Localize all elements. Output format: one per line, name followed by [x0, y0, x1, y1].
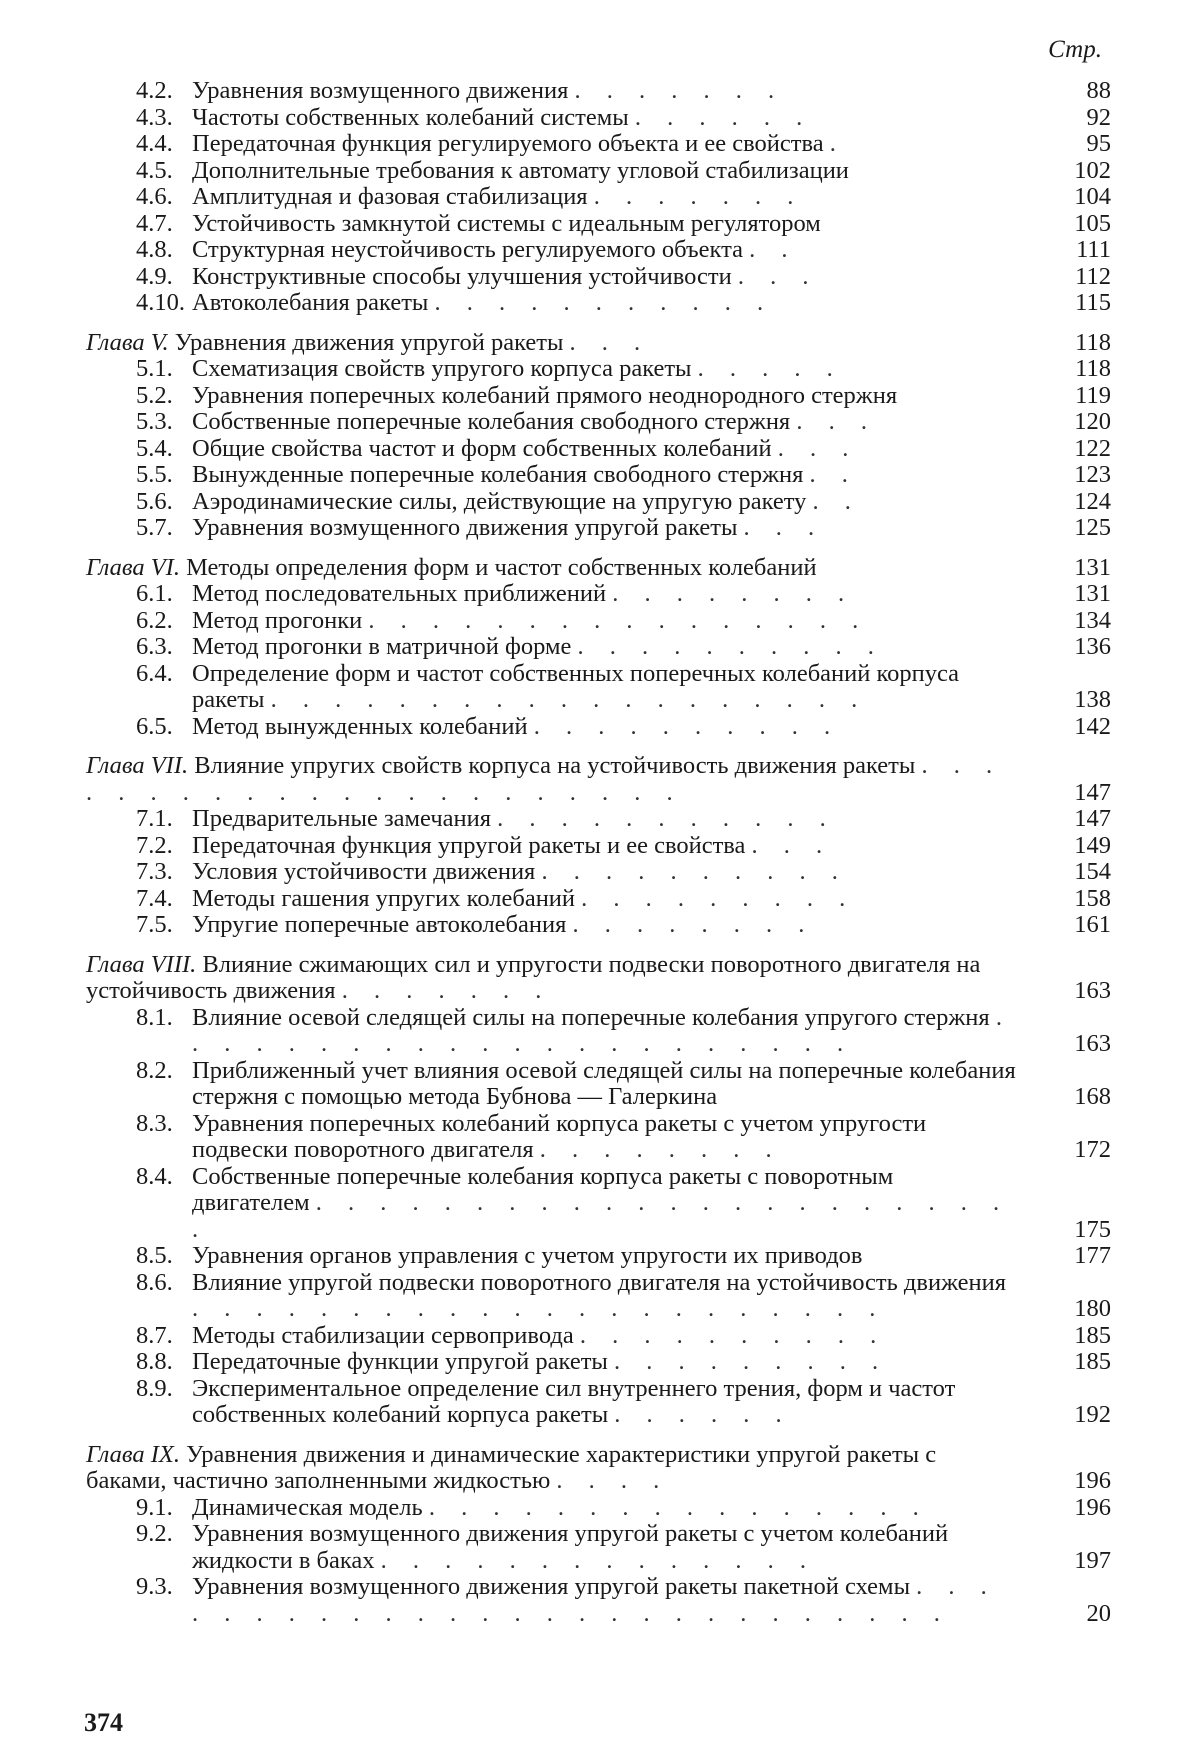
- entry-title: Методы стабилизации сервопривода: [192, 1321, 574, 1349]
- chapter-row: [86, 330, 1111, 357]
- entry-title-block: [192, 158, 1111, 185]
- entry-number: 9.2.: [136, 1520, 173, 1547]
- toc-entry: [86, 211, 1111, 238]
- entry-title: Передаточные функции упругой ракеты: [192, 1348, 608, 1375]
- dot-leader: . . . . . . . . . . . . . . . .: [428, 1493, 929, 1521]
- entry-number: 8.9.: [136, 1374, 173, 1402]
- entry-title: Уравнения органов управления с учетом упругости их приводов: [192, 1242, 863, 1269]
- dot-leader: . . . . . . .: [593, 183, 804, 210]
- page-ref: 149: [1074, 831, 1111, 859]
- page-ref: 134: [1074, 606, 1111, 634]
- page-ref: 136: [1074, 633, 1111, 660]
- entry-title-block: [192, 489, 1111, 516]
- entry-title-block: [192, 356, 1111, 383]
- entry-title-block: [192, 661, 1111, 714]
- dot-leader: . . . .: [556, 1467, 670, 1494]
- entry-title: Передаточная функция регулируемого объекта и ее свойства: [192, 130, 824, 157]
- toc-entry: [86, 290, 1111, 317]
- dot-leader: . . . . . . . . . . . . . .: [380, 1546, 817, 1574]
- page-ref: 147: [1074, 805, 1111, 832]
- toc-entry: [86, 1323, 1111, 1350]
- page-ref: 118: [1075, 328, 1111, 356]
- entry-title-block: [192, 1005, 1111, 1058]
- page-ref: 197: [1074, 1546, 1111, 1574]
- entry-title: Методы гашения упругих колебаний: [192, 884, 576, 912]
- entry-title: Общие свойства частот и форм собственных колебаний: [192, 434, 772, 462]
- dot-leader: . . .: [751, 831, 833, 859]
- chapter-label: Глава IX.: [86, 1440, 180, 1468]
- dot-leader: . . . . . . . . . . . . . . . . . . .: [270, 686, 868, 713]
- entry-number: 8.7.: [136, 1321, 173, 1349]
- dot-leader: . . . . . . . . . . .: [497, 805, 836, 832]
- dot-leader: . . .: [569, 328, 651, 356]
- entry-title: Влияние сжимающих сил и упругости подвески поворотного двигателя на устойчивость движения: [86, 950, 981, 1004]
- toc-entry: [86, 714, 1111, 741]
- toc-entry: [86, 1521, 1111, 1574]
- page-ref: 118: [1075, 355, 1111, 382]
- entry-number: 5.6.: [136, 487, 173, 515]
- entry-number: 4.4.: [136, 130, 173, 157]
- entry-title-block: [192, 290, 1111, 317]
- entry-title: Собственные поперечные колебания корпуса ракеты с поворотным двигателем: [192, 1162, 894, 1216]
- entry-title: Методы определения форм и частот собственных колебаний: [186, 553, 817, 581]
- entry-number: 6.5.: [136, 712, 173, 740]
- entry-number: 6.1.: [136, 580, 173, 607]
- dot-leader: . . . . . . . . . . . . . . . . . . . . . . . . . . .: [192, 1573, 997, 1627]
- entry-number: 5.5.: [136, 461, 173, 488]
- toc-entry: [86, 383, 1111, 410]
- entry-title: Уравнения возмущенного движения упругой ракеты пакетной схемы: [192, 1573, 911, 1600]
- page-ref: 154: [1074, 858, 1111, 885]
- page-ref: 88: [1086, 77, 1111, 104]
- entry-number: 6.3.: [136, 633, 173, 660]
- toc-entry: [86, 886, 1111, 913]
- page-number: 374: [84, 1708, 123, 1737]
- entry-number: 7.2.: [136, 831, 173, 859]
- entry-title: Частоты собственных колебаний системы: [192, 103, 629, 131]
- entry-number: 8.4.: [136, 1162, 173, 1190]
- dot-leader: . . . . . .: [634, 103, 813, 131]
- entry-number: 5.7.: [136, 514, 173, 541]
- entry-number: 7.4.: [136, 884, 173, 912]
- dot-leader: . . .: [743, 514, 825, 541]
- toc-entry: [86, 1574, 1111, 1627]
- page-ref: 20: [1086, 1599, 1111, 1627]
- page-column-header: Стр.: [1048, 36, 1102, 63]
- entry-title: Метод прогонки в матричной форме: [192, 633, 572, 660]
- dot-leader: . .: [812, 487, 861, 515]
- page-ref: 112: [1075, 262, 1111, 290]
- toc-entry: [86, 264, 1111, 291]
- entry-title: Уравнения возмущенного движения упругой ракеты: [192, 514, 738, 541]
- entry-number: 8.2.: [136, 1056, 173, 1084]
- entry-title-block: [192, 634, 1111, 661]
- page-ref: 158: [1074, 884, 1111, 912]
- entry-number: 4.10.: [136, 289, 185, 316]
- dot-leader: . . . . . . . . . . . . . . . . . . . . . .: [192, 1295, 886, 1322]
- page-ref: 119: [1075, 381, 1111, 409]
- dot-leader: . . . . . . . .: [612, 580, 855, 607]
- page-ref: 92: [1086, 103, 1111, 131]
- entry-number: 4.9.: [136, 262, 173, 290]
- page-ref: 177: [1074, 1242, 1111, 1269]
- dot-leader: . . . . . .: [614, 1401, 792, 1428]
- page-ref: 192: [1074, 1401, 1111, 1428]
- entry-title-block: [192, 833, 1111, 860]
- chapter-label: Глава V.: [86, 328, 169, 356]
- page-ref: 120: [1074, 408, 1111, 435]
- toc-entry: [86, 184, 1111, 211]
- entry-title: Уравнения возмущенного движения упругой ракеты с учетом колебаний жидкости в баках: [192, 1520, 949, 1574]
- entry-title-block: [192, 105, 1111, 132]
- entry-number: 7.3.: [136, 858, 173, 885]
- entry-title: Экспериментальное определение сил внутреннего трения, форм и частот собственных колебаний корпуса ракеты: [192, 1374, 956, 1428]
- dot-leader: . . .: [777, 434, 859, 462]
- toc-entry: [86, 1111, 1111, 1164]
- toc-entry: [86, 237, 1111, 264]
- page-ref: 163: [1074, 977, 1111, 1004]
- entry-title-block: [192, 211, 1111, 238]
- entry-title-block: [192, 1574, 1111, 1627]
- page-ref: 131: [1074, 553, 1111, 581]
- entry-title: Конструктивные способы улучшения устойчивости: [192, 262, 732, 290]
- toc-entry: [86, 1270, 1111, 1323]
- chapter-row: [86, 555, 1111, 582]
- page-ref: 185: [1074, 1321, 1111, 1349]
- page-ref: 163: [1074, 1030, 1111, 1057]
- entry-number: 4.2.: [136, 77, 173, 104]
- entry-number: 7.1.: [136, 805, 173, 832]
- entry-number: 4.6.: [136, 183, 173, 210]
- entry-title: Уравнения движения и динамические характеристики упругой ракеты с баками, частично заполненными жидкостью: [86, 1440, 937, 1494]
- entry-number: 5.4.: [136, 434, 173, 462]
- entry-number: 5.3.: [136, 408, 173, 435]
- entry-number: 8.8.: [136, 1348, 173, 1375]
- toc-entry: [86, 1164, 1111, 1244]
- entry-number: 8.6.: [136, 1268, 173, 1296]
- page-ref: 175: [1074, 1215, 1111, 1243]
- page-ref: 131: [1074, 580, 1111, 607]
- entry-number: 9.3.: [136, 1573, 173, 1600]
- page-ref: 161: [1074, 911, 1111, 938]
- entry-title-block: [86, 952, 1111, 1005]
- entry-title-block: [192, 886, 1111, 913]
- toc-entry: [86, 158, 1111, 185]
- entry-number: 8.3.: [136, 1109, 173, 1137]
- dot-leader: . . . . . . .: [341, 977, 552, 1004]
- entry-number: 7.5.: [136, 911, 173, 938]
- entry-title-block: [192, 1270, 1111, 1323]
- dot-leader: . . . . . . . . . . . . . . . . . . . . . .: [192, 1003, 1012, 1057]
- page-ref: 123: [1074, 461, 1111, 488]
- toc-entry: [86, 409, 1111, 436]
- page-ref: 102: [1074, 156, 1111, 184]
- entry-title-block: [192, 409, 1111, 436]
- entry-title-block: [192, 714, 1111, 741]
- toc-entry: [86, 608, 1111, 635]
- chapter-label: Глава VIII.: [86, 950, 197, 978]
- entry-title: Уравнения возмущенного движения: [192, 77, 569, 104]
- entry-title: Влияние упругих свойств корпуса на устойчивость движения ракеты: [194, 752, 916, 779]
- entry-title: Вынужденные поперечные колебания свободного стержня: [192, 461, 804, 488]
- dot-leader: . . . . . . . . . .: [541, 858, 848, 885]
- toc-entry: [86, 912, 1111, 939]
- entry-title: Динамическая модель: [192, 1493, 423, 1521]
- dot-leader: . . . . . . . . . . . . . . . .: [368, 606, 869, 634]
- page-ref: 180: [1074, 1295, 1111, 1322]
- toc-entry: [86, 661, 1111, 714]
- page-ref: 196: [1074, 1467, 1111, 1494]
- entry-title-block: [192, 1495, 1111, 1522]
- dot-leader: .: [829, 130, 846, 157]
- entry-title: Уравнения поперечных колебаний корпуса ракеты с учетом упругости подвески поворотного двигателя: [192, 1109, 927, 1163]
- page-ref: 124: [1074, 487, 1111, 515]
- chapter-row: [86, 1442, 1111, 1495]
- page-ref: 95: [1086, 130, 1111, 157]
- entry-title-block: [192, 184, 1111, 211]
- entry-title: Метод последовательных приближений: [192, 580, 607, 607]
- toc-entry: [86, 436, 1111, 463]
- dot-leader: . . . . . . . . . .: [533, 712, 841, 740]
- dot-leader: . . . . . . . . . . . . . . . . . . . . . .: [86, 752, 1003, 806]
- entry-title-block: [192, 1521, 1111, 1574]
- entry-title-block: [192, 515, 1111, 542]
- page-ref: 125: [1074, 514, 1111, 541]
- toc-entry: [86, 1058, 1111, 1111]
- entry-title-block: [192, 383, 1111, 410]
- page-ref: 105: [1074, 209, 1111, 237]
- entry-number: 5.2.: [136, 381, 173, 409]
- toc-entry: [86, 833, 1111, 860]
- toc-entry: [86, 1005, 1111, 1058]
- entry-title-block: [192, 581, 1111, 608]
- entry-number: 6.2.: [136, 606, 173, 634]
- toc-entry: [86, 859, 1111, 886]
- entry-title: Структурная неустойчивость регулируемого объекта: [192, 236, 743, 263]
- entry-title-block: [192, 806, 1111, 833]
- entry-title-block: [192, 237, 1111, 264]
- dot-leader: . . . . . . . .: [572, 911, 815, 938]
- entry-title: Амплитудная и фазовая стабилизация: [192, 183, 588, 210]
- entry-title-block: [192, 78, 1111, 105]
- toc-entry: [86, 105, 1111, 132]
- toc-entry: [86, 1495, 1111, 1522]
- entry-title: Метод вынужденных колебаний: [192, 712, 528, 740]
- dot-leader: . . . . . . . . . .: [579, 1321, 887, 1349]
- entry-title: Предварительные замечания: [192, 805, 492, 832]
- toc-entry: [86, 78, 1111, 105]
- entry-title-block: [192, 608, 1111, 635]
- dot-leader: . . . . . . . . .: [581, 884, 856, 912]
- entry-title-block: [192, 264, 1111, 291]
- table-of-contents: [86, 78, 1111, 1627]
- toc-entry: [86, 515, 1111, 542]
- dot-leader: . . . . . . . .: [539, 1136, 782, 1163]
- entry-title-block: [192, 1058, 1111, 1111]
- page-ref: 122: [1074, 434, 1111, 462]
- entry-title: Аэродинамические силы, действующие на упругую ракету: [192, 487, 807, 515]
- entry-number: 9.1.: [136, 1493, 173, 1521]
- entry-title: Упругие поперечные автоколебания: [192, 911, 567, 938]
- dot-leader: . . . . . . .: [574, 77, 785, 104]
- entry-title-block: [192, 1164, 1111, 1244]
- entry-title: Условия устойчивости движения: [192, 858, 536, 885]
- chapter-row: [86, 753, 1111, 806]
- entry-title-block: [192, 1323, 1111, 1350]
- chapter-label: Глава VI.: [86, 553, 180, 581]
- entry-title: Автоколебания ракеты: [192, 289, 429, 316]
- dot-leader: . . . . .: [697, 355, 843, 382]
- entry-title: Метод прогонки: [192, 606, 363, 634]
- entry-title-block: [192, 1111, 1111, 1164]
- page-ref: 147: [1074, 778, 1111, 806]
- dot-leader: . . . . . . . . . . .: [434, 289, 774, 316]
- entry-title: Схематизация свойств упругого корпуса ракеты: [192, 355, 692, 382]
- page-ref: 172: [1074, 1136, 1111, 1163]
- entry-title-block: [192, 1243, 1111, 1270]
- entry-title-block: [86, 753, 1111, 806]
- dot-leader: . . .: [737, 262, 819, 290]
- entry-title: Влияние упругой подвески поворотного двигателя на устойчивость движения: [192, 1268, 1007, 1296]
- toc-entry: [86, 489, 1111, 516]
- toc-entry: [86, 1243, 1111, 1270]
- entry-title-block: [192, 1349, 1111, 1376]
- toc-entry: [86, 634, 1111, 661]
- page-ref: 111: [1076, 236, 1111, 263]
- entry-title-block: [192, 436, 1111, 463]
- page-ref: 142: [1074, 712, 1111, 740]
- dot-leader: . . . . . . . . . .: [577, 633, 884, 660]
- entry-title: Уравнения поперечных колебаний прямого неоднородного стержня: [192, 381, 898, 409]
- toc-entry: [86, 462, 1111, 489]
- page-ref: 115: [1075, 289, 1111, 316]
- entry-title: Дополнительные требования к автомату угловой стабилизации: [192, 156, 849, 184]
- entry-title: Устойчивость замкнутой системы с идеальным регулятором: [192, 209, 821, 237]
- entry-number: 4.8.: [136, 236, 173, 263]
- dot-leader: . . . . . . . . . . . . . . . . . . . . . . .: [192, 1189, 1010, 1243]
- page-ref: 104: [1074, 183, 1111, 210]
- entry-title: Передаточная функция упругой ракеты и ее свойства: [192, 831, 746, 859]
- entry-number: 5.1.: [136, 355, 173, 382]
- dot-leader: . . . . . . . . .: [614, 1348, 889, 1375]
- entry-title-block: [86, 555, 1111, 582]
- chapter-label: Глава VII.: [86, 752, 189, 779]
- entry-number: 8.5.: [136, 1242, 173, 1269]
- dot-leader: . .: [749, 236, 798, 263]
- entry-title-block: [192, 131, 1111, 158]
- toc-entry: [86, 1376, 1111, 1429]
- entry-title-block: [86, 330, 1111, 357]
- entry-title-block: [192, 462, 1111, 489]
- toc-entry: [86, 1349, 1111, 1376]
- toc-entry: [86, 806, 1111, 833]
- toc-entry: [86, 356, 1111, 383]
- entry-title-block: [192, 859, 1111, 886]
- entry-number: 6.4.: [136, 659, 173, 687]
- page-ref: 196: [1074, 1493, 1111, 1521]
- toc-entry: [86, 131, 1111, 158]
- dot-leader: . .: [809, 461, 858, 488]
- chapter-row: [86, 952, 1111, 1005]
- entry-number: 4.7.: [136, 209, 173, 237]
- entry-title-block: [192, 912, 1111, 939]
- entry-title: Собственные поперечные колебания свободного стержня: [192, 408, 791, 435]
- entry-title: Определение форм и частот собственных поперечных колебаний корпуса ракеты: [192, 659, 960, 713]
- entry-title: Уравнения движения упругой ракеты: [174, 328, 564, 356]
- entry-title-block: [192, 1376, 1111, 1429]
- toc-entry: [86, 581, 1111, 608]
- entry-number: 8.1.: [136, 1003, 173, 1031]
- entry-number: 4.3.: [136, 103, 173, 131]
- entry-number: 4.5.: [136, 156, 173, 184]
- entry-title-block: [86, 1442, 1111, 1495]
- page-ref: 138: [1074, 686, 1111, 713]
- page-ref: 168: [1074, 1083, 1111, 1110]
- entry-title: Приближенный учет влияния осевой следящей силы на поперечные колебания стержня с помощью метода Бубнова — Галеркина: [192, 1056, 1016, 1110]
- page-ref: 185: [1074, 1348, 1111, 1375]
- entry-title: Влияние осевой следящей силы на поперечные колебания упругого стержня: [192, 1003, 990, 1031]
- dot-leader: . . .: [796, 408, 877, 435]
